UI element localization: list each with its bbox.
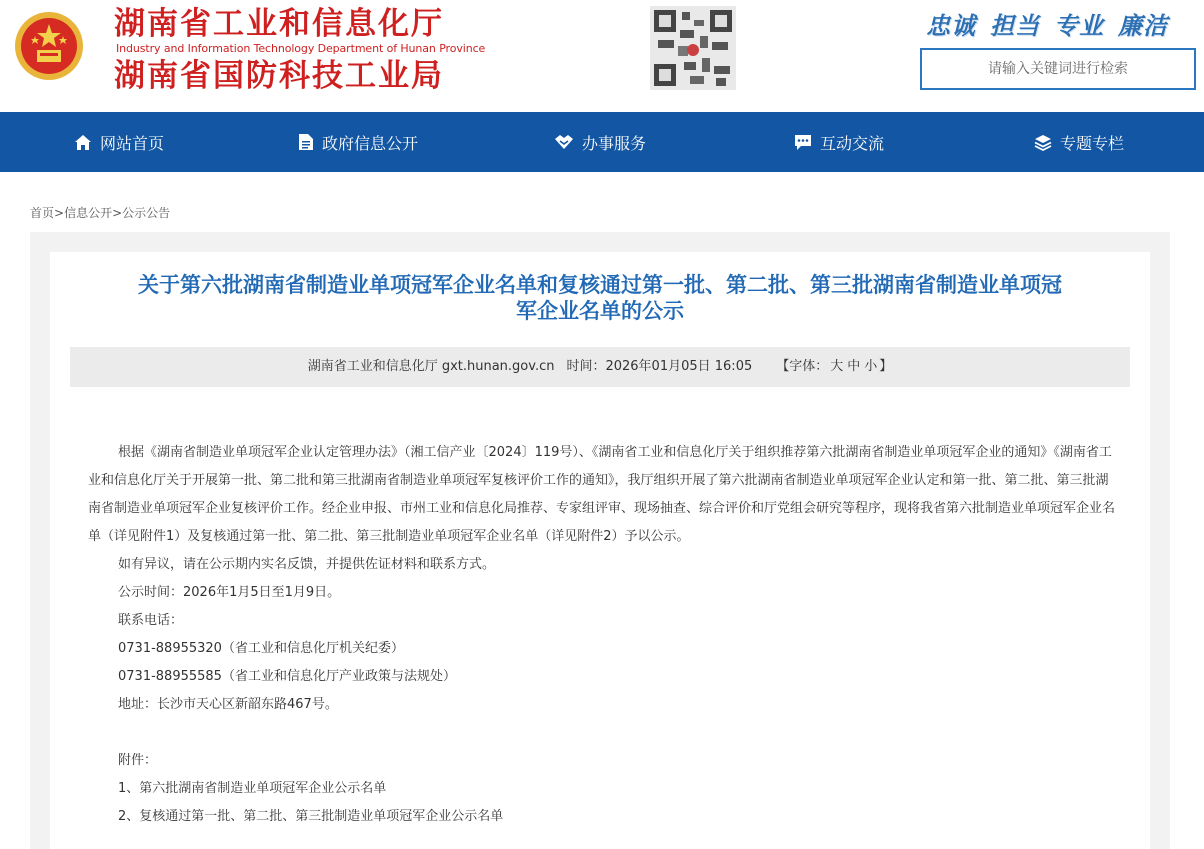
attachment-link-1[interactable]: 1、第六批湖南省制造业单项冠军企业公示名单 <box>118 781 387 796</box>
qr-code-icon[interactable] <box>650 6 736 90</box>
breadcrumb <box>30 204 170 221</box>
main-nav <box>0 112 1204 172</box>
article-address: 地址：长沙市天心区新韶东路467号。 <box>118 697 338 712</box>
search-input[interactable] <box>922 50 1194 88</box>
breadcrumb-notice-link[interactable]: 公示公告 <box>122 206 171 220</box>
nav-item-interaction[interactable] <box>794 112 884 172</box>
font-size-label-open: 【字体： <box>776 359 829 374</box>
article-source: 湖南省工业和信息化厅 gxt.hunan.gov.cn <box>307 359 555 374</box>
spacer <box>88 719 1118 747</box>
article-meta-bar <box>70 347 1130 387</box>
article-title <box>50 272 1150 324</box>
site-title-en: Industry and Information Technology Department of Hunan Province <box>116 42 486 55</box>
article-time: 时间：2026年01月05日 16:05 <box>566 359 753 374</box>
slogan-integrity: 廉洁 <box>1118 12 1168 40</box>
article-paragraph-main: 根据《湖南省制造业单项冠军企业认定管理办法》（湘工信产业〔2024〕119号）、《湖南省工业和信息化厅关于组织推荐第六批湖南省制造业单项冠军企业的通知》《湖南省工业和信息化厅关于开展第一批、第二批和第三批湖南省制造业单项冠军复核评价工作的通知》，我厅组织开展了第六批湖南省制造业单项冠军企业认定和第一批、第二批、第三批湖南省制造业单项冠军企业复核评价工作。经企业申报、市州工业和信息化局推荐、专家组评审、现场抽查、综合评价和厅党组会研究等程序，现将我省第六批制造业单项冠军企业名单（详见附件1）及复核通过第一批、第二批、第三批制造业单项冠军企业名单（详见附件2）予以公示。 <box>88 445 1116 544</box>
site-title-block <box>114 6 485 94</box>
site-title-cn-2: 湖南省国防科技工业局 <box>114 58 444 94</box>
chat-icon <box>794 134 812 151</box>
home-icon <box>74 134 92 151</box>
article-title-line2: 军企业名单的公示 <box>516 299 684 323</box>
nav-item-label: 互动交流 <box>820 133 885 153</box>
slogan-professional: 专业 <box>1054 12 1104 40</box>
font-size-label-close: 】 <box>879 359 893 374</box>
layers-icon <box>1034 134 1052 151</box>
breadcrumb-info-link[interactable]: 信息公开 <box>64 206 113 220</box>
site-header <box>0 0 1204 112</box>
nav-item-label: 专题专栏 <box>1060 133 1125 153</box>
article-title-line1: 关于第六批湖南省制造业单项冠军企业名单和复核通过第一批、第二批、第三批湖南省制造业单项冠 <box>138 273 1062 297</box>
site-title-cn: 湖南省工业和信息化厅 <box>114 6 444 42</box>
handshake-icon <box>554 133 574 151</box>
nav-item-gov-info[interactable] <box>298 112 418 172</box>
document-icon <box>298 133 314 151</box>
nav-item-topics[interactable] <box>1034 112 1124 172</box>
nav-item-label: 办事服务 <box>582 133 647 153</box>
nav-item-label: 政府信息公开 <box>322 133 419 153</box>
national-emblem-icon <box>10 8 88 88</box>
attachment-link-2[interactable]: 2、复核通过第一批、第二批、第三批制造业单项冠军企业公示名单 <box>118 809 504 824</box>
article-period: 公示时间：2026年1月5日至1月9日。 <box>118 585 341 600</box>
slogan-responsibility: 担当 <box>990 12 1040 40</box>
breadcrumb-separator: > <box>54 206 65 220</box>
breadcrumb-home-link[interactable]: 首页 <box>30 206 55 220</box>
nav-item-home[interactable] <box>74 112 164 172</box>
font-size-small-button[interactable]: 小 <box>864 359 878 374</box>
nav-item-label: 网站首页 <box>100 133 165 153</box>
font-size-large-button[interactable]: 大 <box>830 359 844 374</box>
article-phone-2: 0731-88955585（省工业和信息化厅产业政策与法规处） <box>118 669 456 684</box>
search-box <box>920 48 1196 90</box>
article-body <box>88 439 1118 831</box>
font-size-medium-button[interactable]: 中 <box>847 359 861 374</box>
attachments-label: 附件： <box>118 753 158 768</box>
nav-item-services[interactable] <box>554 112 646 172</box>
slogan-bar <box>926 6 1168 41</box>
article-phone-1: 0731-88955320（省工业和信息化厅机关纪委） <box>118 641 404 656</box>
slogan-loyalty: 忠诚 <box>926 12 976 40</box>
article-objection: 如有异议，请在公示期内实名反馈，并提供佐证材料和联系方式。 <box>118 557 496 572</box>
breadcrumb-separator: > <box>112 206 123 220</box>
article-phone-label: 联系电话： <box>118 613 184 628</box>
